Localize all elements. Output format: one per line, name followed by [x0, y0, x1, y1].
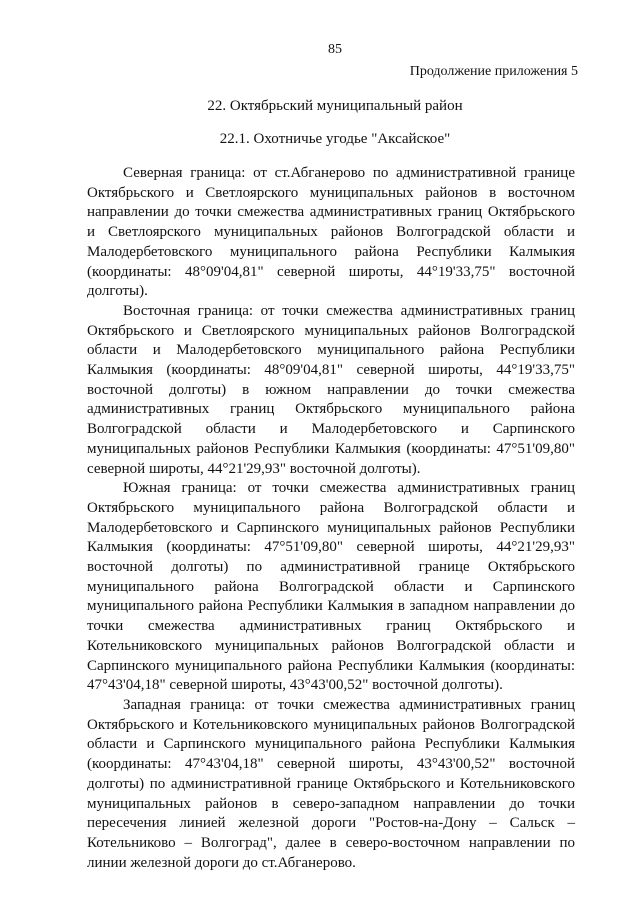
paragraph-southern-border: Южная граница: от точки смежества административных границ Октябрьского муниципального района Волгоградской области и Малодербетовского и Сарпинского муниципальных районов Республики Калмыкия (координаты: 47°51'09,80" северной широты, 44°21'29,93" восточной долготы) по административной границе Октябрьского муниципального района Волгоградской области и Сарпинского муниципального района Республики Калмыкия в западном направлении до точки смежества административных границ Октябрьского и Котельниковского муниципальных районов Волгоградской области и Сарпинского муниципального района Республики Калмыкия (координаты: 47°43'04,18" северной широты, 43°43'00,52" восточной долготы).: [87, 480, 575, 694]
document-body: [87, 164, 575, 873]
paragraph-eastern-border: Восточная граница: от точки смежества административных границ Октябрьского и Светлоярского муниципальных районов Волгоградской области и Малодербетовского муниципального района Республики Калмыкия (координаты: 48°09'04,81" северной широты, 44°19'33,75" восточной долготы) в южном направлении до точки смежества административных границ Октябрьского муниципального района Волгоградской области и Малодербетовского и Сарпинского муниципальных районов Республики Калмыкия (координаты: 47°51'09,80" северной широты, 44°21'29,93" восточной долготы).: [87, 302, 575, 477]
page-number: 85: [328, 42, 342, 57]
section-title: 22. Октябрьский муниципальный район: [207, 98, 463, 114]
paragraph-northern-border: Северная граница: от ст.Абганерово по административной границе Октябрьского и Светлоярского муниципальных районов в восточном направлении до точки смежества административных границ Октябрьского и Светлоярского муниципальных районов Волгоградской области и Малодербетовского муниципального района Республики Калмыкия (координаты: 48°09'04,81" северной широты, 44°19'33,75" восточной долготы).: [87, 165, 575, 300]
subsection-title: 22.1. Охотничье угодье "Аксайское": [219, 131, 451, 147]
appendix-continuation-note: Продолжение приложения 5: [409, 64, 578, 79]
paragraph-western-border: Западная граница: от точки смежества административных границ Октябрьского и Котельниковского муниципальных районов Волгоградской области и Сарпинского муниципального района Республики Калмыкия (координаты: 47°43'04,18" северной широты, 43°43'00,52" восточной долготы) по административной границе Октябрьского и Котельниковского муниципальных районов в северо-западном направлении до точки пересечения линией железной дороги "Ростов-на-Дону – Сальск – Котельниково – Волгоград", далее в северо-восточном направлении по линии железной дороги до ст.Абганерово.: [87, 696, 575, 871]
